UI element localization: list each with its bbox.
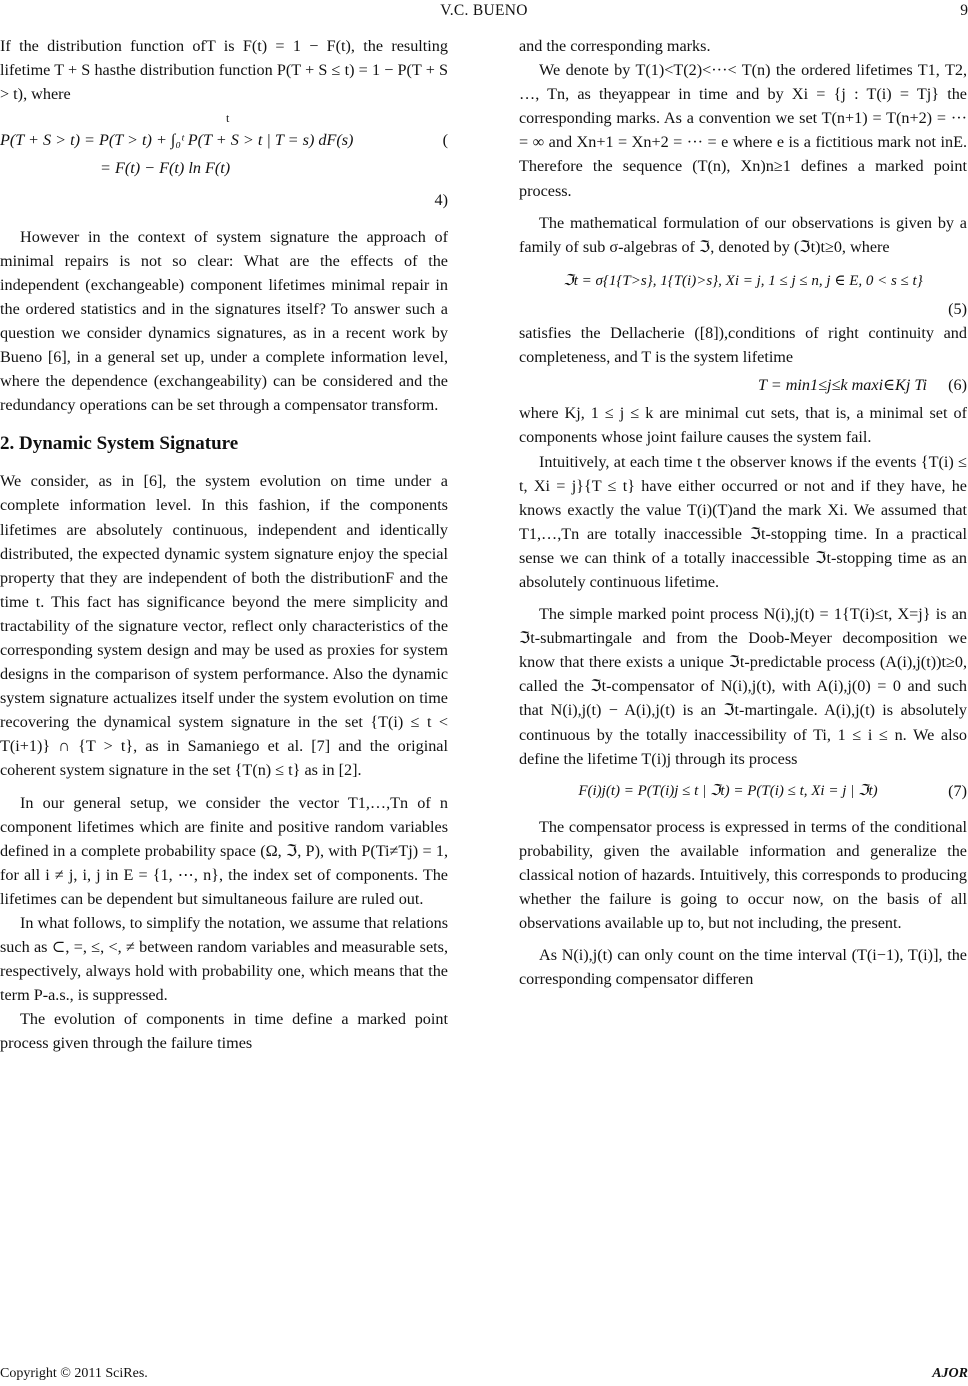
paragraph: If the distribution function ofT is F(t) = 1 − F(t), the resulting lifetime T + S hasthe distribution function P(T + S ≤ t) = 1 − P(T + S > t), where [0,37,448,104]
journal-abbreviation: AJOR [932,1366,968,1381]
running-header [0,2,968,24]
paragraph: We consider, as in [6], the system evolution on time under a complete information level. In this fashion, if the components lifetimes are absolutely continuous, independent and identically distributed, the expected dynamic system signature enjoy the special property that they are independent of both the distributionF and the time t. This fact has significance beyond the mere simplicity and tractability of the signature vector, reflect only characteristics of the corresponding system design and may be used as proxies for system designs in the comparison of system performance. Also the dynamic system signature actualizes itself under the system evolution on time recovering the dynamical system signature in the set {T(i) ≤ t < T(i+1)} ∩ {T > t}, as in Samaniego et al. [7] and the original coherent system signature in the set {T(n) ≤ t} as in [2]. [0,472,448,780]
equation-4-paren: ( [442,131,448,150]
paragraph: In our general setup, we consider the vector T1,…,Tn of n component lifetimes which are finite and positive random variables defined in a complete probability space (Ω, ℑ, P), with P(Ti≠Tj) = 1, for all i ≠ j, i, j in E = {1, ⋯, n}, the index set of components. The lifetimes can be dependent but simultaneous failure are ruled out. [0,793,448,908]
equation-7-body: F(i)j(t) = P(T(i)j ≤ t | ℑt) = P(T(i) ≤ t, Xi = j | ℑt) [578,782,878,799]
left-column [0,34,448,1056]
equation-4 [0,112,448,212]
equation-6-body: T = min1≤j≤k maxi∈Kj Ti [758,376,927,395]
equation-5-body: ℑt = σ{1{T>s}, 1{T(i)>s}, Xi = j, 1 ≤ j ≤ n, j ∈ E, 0 < s ≤ t} [563,272,923,289]
paragraph: and the corresponding marks. [519,37,711,55]
paragraph: satisfies the Dellacherie ([8]),conditions of right continuity and completeness, and T is the system lifetime [519,324,967,367]
paragraph: The evolution of components in time define a marked point process given through the failure times [0,1010,448,1053]
paragraph: where Kj, 1 ≤ j ≤ k are minimal cut sets, that is, a minimal set of components whose joint failure causes the system fail. [519,404,967,447]
header-title: V.C. BUENO [440,2,528,19]
equation-6-number: (6) [948,376,967,395]
equation-6 [519,373,967,397]
paragraph: The mathematical formulation of our observations is given by a family of sub σ-algebras of ℑ, denoted by (ℑt)t≥0, where [519,213,967,256]
equation-7-number: (7) [948,781,967,800]
equation-5 [519,269,967,293]
integral-upper-limit: t [226,111,230,126]
equation-4-line-2: = F(t) − F(t) ln F(t) [100,159,231,178]
equation-7 [519,779,967,803]
equation-4-line-1: P(T + S > t) = P(T > t) + ∫₀ᵗ P(T + S > t | T = s) dF(s) [0,131,354,150]
copyright-notice: Copyright © 2011 SciRes. [0,1366,148,1381]
page-number: 9 [960,2,968,19]
paragraph: In what follows, to simplify the notation, we assume that relations such as ⊂, =, ≤, <, ≠ between random variables and measurable sets, respectively, always hold with probability one, which means that the term P-a.s., is suppressed. [0,914,448,1005]
section-heading: 2. Dynamic System Signature [0,433,239,455]
paragraph: The simple marked point process N(i),j(t) = 1{T(i)≤t, X=j} is an ℑt-submartingale and from the Doob-Meyer decomposition we know that there exists a unique ℑt-predictable process (A(i),j(t))t≥0, called the ℑt-compensator of N(i),j(t), with A(i),j(0) = 0 and such that N(i),j(t) − A(i),j(t) is an ℑt-martingale. A(i),j(t) is absolutely continuous by the totally inaccessibility of Ti, 1 ≤ i ≤ n. We also define the lifetime T(i)j through its process [519,605,967,768]
right-column [519,34,967,991]
paragraph: As N(i),j(t) can only count on the time interval (T(i−1), T(i)], the corresponding compensator differen [519,946,967,989]
equation-4-number: 4) [434,191,448,210]
paragraph: Intuitively, at each time t the observer knows if the events {T(i) ≤ t, Xi = j}{T ≤ t} have either occurred or not and if they have, he knows exactly the value T(i)(T)and the mark Xi. We assumed that T1,…,Tn are totally inaccessible ℑt-stopping time. In a practical sense we can think of a totally inaccessible ℑt-stopping time as an absolutely continuous lifetime. [519,452,967,591]
equation-5-number: (5) [948,299,967,318]
paragraph: However in the context of system signature the approach of minimal repairs is not so clear: What are the effects of the independent (exchangeable) component lifetimes minimal repair in the ordered statistics and in the signatures itself? To answer such a question we consider dynamics signatures, as in a recent work by Bueno [6], in a general set up, under a complete information level, where the dependence (exchangeability) can be considered and the redundancy operations can be set through a compensator transform. [0,227,448,415]
paragraph: We denote by T(1)<T(2)<···< T(n) the ordered lifetimes T1, T2, …, Tn, as theyappear in time and by Xi = {j : T(i) = Tj} the corresponding marks. As a convention we set T(n+1) = T(n+2) = ··· = ∞ and Xn+1 = Xn+2 = ··· = e where e is a fictitious mark not inE. Therefore the sequence (T(n), Xn)n≥1 defines a marked point process. [519,61,967,200]
paragraph: The compensator process is expressed in terms of the conditional probability, given the available information and generalize the classical notion of hazards. Intuitively, this corresponds to producing whether the failure is going to occur now, on the basis of all observations available up to, but not including, the present. [519,817,967,933]
